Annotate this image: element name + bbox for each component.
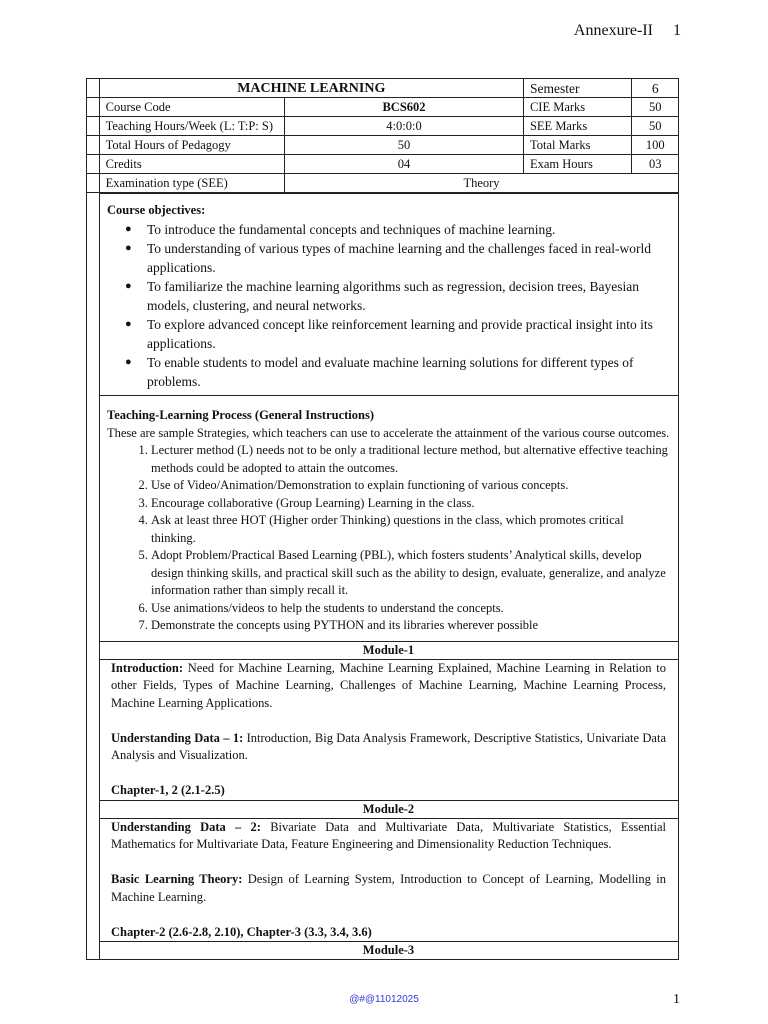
course-info-table: [87, 79, 678, 193]
objectives-list: [107, 220, 670, 391]
course-objectives-section: [99, 193, 678, 395]
cie-marks-label: CIE Marks: [523, 98, 631, 117]
table-row: [87, 136, 678, 155]
module-3-heading: Module-3: [99, 941, 678, 959]
left-margin-strip: [87, 79, 100, 959]
chapter-ref: Chapter-2 (2.6-2.8, 2.10), Chapter-3 (3.3, 3.4, 3.6): [111, 924, 372, 939]
module-2-heading: Module-2: [99, 800, 678, 818]
paragraph-lead: Understanding Data – 2:: [111, 819, 261, 834]
module-chapters: [111, 782, 666, 800]
teaching-hours-label: Teaching Hours/Week (L: T:P: S): [99, 117, 284, 136]
module-paragraph: [111, 730, 666, 765]
list-item: ● To familiarize the machine learning algorithms such as regression, decision trees, Bayesian models, clustering, and neural networks.: [147, 277, 670, 315]
tlp-heading: Teaching-Learning Process (General Instructions): [107, 408, 375, 422]
title-row: [87, 79, 678, 98]
exam-hours-label: Exam Hours: [523, 155, 631, 174]
paragraph-lead: Introduction:: [111, 660, 184, 675]
list-item: 3. Encourage collaborative (Group Learning) Learning in the class.: [151, 495, 670, 513]
total-marks-label: Total Marks: [523, 136, 631, 155]
module-1-body: [99, 659, 678, 800]
list-item: 4. Ask at least three HOT (Higher order Thinking) questions in the class, which promotes critical thinking.: [151, 512, 670, 547]
module-paragraph: [111, 819, 666, 854]
list-item: 7. Demonstrate the concepts using PYTHON and its libraries wherever possible: [151, 617, 670, 635]
paragraph-text: Introduction, Big Data Analysis Framework, Descriptive Statistics, Univariate Data Analysis and Visualization.: [111, 730, 666, 762]
list-item: 5. Adopt Problem/Practical Based Learning (PBL), which fosters students’ Analytical skills, develop design thinking skills, and practical skill such as the ability to design, evaluate, generalize, and analyze information rather than simply recall it.: [151, 547, 670, 600]
syllabus-sheet: [86, 78, 679, 960]
paragraph-lead: Understanding Data – 1:: [111, 730, 244, 745]
page-header: [574, 22, 681, 40]
exam-hours-value: 03: [632, 155, 678, 174]
list-item: ● To introduce the fundamental concepts and techniques of machine learning.: [147, 220, 670, 239]
semester-label: Semester: [523, 79, 631, 98]
module-2-body: [99, 818, 678, 942]
tlp-intro: These are sample Strategies, which teachers can use to accelerate the attainment of the various course outcomes.: [107, 425, 670, 440]
table-row: [87, 174, 678, 193]
module-paragraph: [111, 660, 666, 713]
paragraph-text: Need for Machine Learning, Machine Learning Explained, Machine Learning in Relation to other Fields, Types of Machine Learning, Challenges of Machine Learning, Machine Learning Process, Machine Learning Applications.: [111, 660, 666, 710]
total-marks-value: 100: [632, 136, 678, 155]
credits-value: 04: [285, 155, 524, 174]
course-code-label: Course Code: [99, 98, 284, 117]
list-item: ● To enable students to model and evaluate machine learning solutions for different types of problems.: [147, 353, 670, 391]
see-marks-value: 50: [632, 117, 678, 136]
total-hours-value: 50: [285, 136, 524, 155]
list-item: 6. Use animations/videos to help the students to understand the concepts.: [151, 600, 670, 618]
footer-watermark: @#@11012025: [349, 994, 419, 1005]
module-1-heading: Module-1: [99, 641, 678, 659]
exam-type-label: Examination type (SEE): [99, 174, 284, 193]
semester-value: 6: [632, 79, 678, 98]
course-title: MACHINE LEARNING: [99, 79, 523, 98]
module-chapters: [111, 924, 666, 942]
list-item: 2. Use of Video/Animation/Demonstration to explain functioning of various concepts.: [151, 477, 670, 495]
table-row: [87, 117, 678, 136]
table-row: [87, 98, 678, 117]
teaching-hours-value: 4:0:0:0: [285, 117, 524, 136]
chapter-ref: Chapter-1, 2 (2.1-2.5): [111, 783, 225, 797]
course-code-value: BCS602: [285, 98, 524, 117]
table-row: [87, 155, 678, 174]
objectives-heading: Course objectives:: [107, 203, 206, 217]
teaching-learning-section: [99, 395, 678, 641]
paragraph-text: Bivariate Data and Multivariate Data, Multivariate Statistics, Essential Mathematics for Multivariate Data, Feature Engineering and Dimensionality Reduction Techniques.: [111, 819, 666, 851]
annexure-label: Annexure-II: [573, 22, 653, 39]
total-hours-label: Total Hours of Pedagogy: [99, 136, 284, 155]
credits-label: Credits: [99, 155, 284, 174]
footer-page-number: 1: [673, 992, 680, 1007]
module-paragraph: [111, 871, 666, 906]
see-marks-label: SEE Marks: [523, 117, 631, 136]
cie-marks-value: 50: [632, 98, 678, 117]
list-item: ● To understanding of various types of machine learning and the challenges faced in real-world applications.: [147, 239, 670, 277]
list-item: 1. Lecturer method (L) needs not to be only a traditional lecture method, but alternative effective teaching methods could be adopted to attain the outcomes.: [151, 442, 670, 477]
header-page-number: 1: [673, 22, 681, 39]
paragraph-lead: Basic Learning Theory:: [111, 872, 243, 886]
list-item: ● To explore advanced concept like reinforcement learning and provide practical insight into its applications.: [147, 315, 670, 353]
exam-type-value: Theory: [285, 174, 678, 193]
tlp-list: [107, 442, 670, 635]
paragraph-text: Design of Learning System, Introduction to Concept of Learning, Modelling in Machine Learning.: [111, 872, 666, 904]
